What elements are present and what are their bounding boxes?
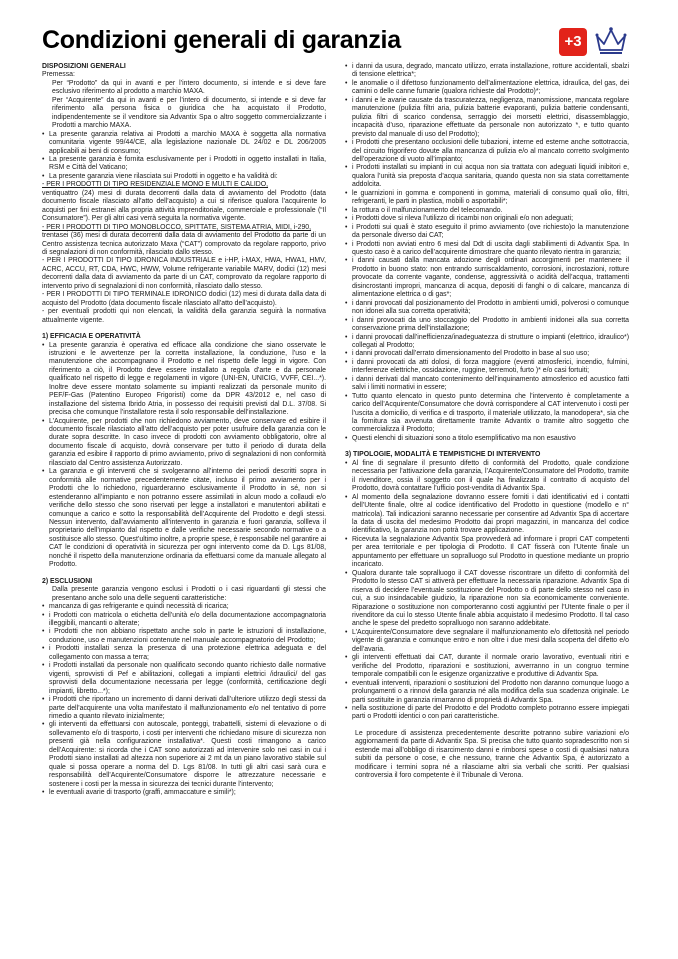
- spacer: [42, 325, 326, 333]
- spacer: [345, 722, 629, 730]
- bullet-item: • gli interventi da effettuarsi con autoscale, ponteggi, trabattelli, sistemi di elevazione o di sollevamento e/o di trasporto, i costi per interventi che richiedano misure di sicurezza non presenti già nella configurazione installativa*. Questi costi rimangono a carico dell’Acquirente: si ricorda che i CAT sono autorizzati ad intervenire solo nei casi in cui i Prodotti siano installati ad altezza non superiore ai 2 mt da un piano lavorativo stabile sul quale si possa operare a norma del D. Lgs 81/08. In tutti gli altri casi sarà cura e responsabilità dell’Acquirente/Consumatore disporre le attrezzature necessarie e sostenere i costi per la messa in sicurezza dei tecnici durante l’intervento;: [42, 721, 326, 789]
- bullet-item: • la rottura o il malfunzionamento del telecomando.: [345, 207, 629, 215]
- bullet-item: • Qualora durante tale sopralluogo il CAT dovesse riscontrare un difetto di conformità del Prodotto lo stesso CAT si attiverà per effettuare la necessaria riparazione. Advantix Spa di riserva di decidere l’eventuale sostituzione del Prodotto o di parte dello stesso nel caso in cui, a suo insindacabile giudizio, la riparazione non sia economicamente conveniente. Riparazione o sostituzione non comporteranno costi aggiuntivi per l’Utente finale o per il rivenditore da cui lo stesso Utente finale abbia acquistato il medesimo Prodotto. Il tal caso anche le spese del predetto sopralluogo non saranno addebitate.: [345, 570, 629, 629]
- section-heading: DISPOSIZIONI GENERALI: [42, 63, 126, 70]
- bullet-item: • i danni provocati dall’inefficienza/inadeguatezza di strutture o impianti (elettrico, idraulico*) collegati al Prodotto;: [345, 334, 629, 351]
- bullet-item: • i Prodotti installati da personale non qualificato secondo quanto richiesto dalle normative vigenti, sprovvisti di Pef e abilitazioni, collegati a impianti elettrici /idraulici/ del gas sprovvisti della documentazione necessaria per legge (conformità, certificazione degli impianti, libretto...*);: [42, 662, 326, 696]
- bullet-item: • L’Acquirente, per prodotti che non richiedono avviamento, deve conservare ed esibire il documento fiscale rilasciato all’atto dell’acquisto per poter usufruire della garanzia con le durate sopra descritte. In caso invece di prodotti con avviamento obbligatorio, oltre al documento fiscale di acquisto, dovrà conservare per tutto il periodo di durata della garanzia ed esibire il rapporto di primo avviamento, privo di segnalazioni di non conformità rilasciato dal Centro assistenza Autorizzato.: [42, 418, 326, 469]
- paragraph: trentasei (36) mesi di durata decorrenti dalla data di avviamento del Prodotto da parte di un Centro assistenza tecnica autorizzato Maxa (“CAT”) comprovato da regolare rapporto, privo di segnalazioni di non conformità, rilasciato dallo stesso.: [42, 232, 326, 256]
- bullet-item: • La presente garanzia è operativa ed efficace alla condizione che siano osservate le istruzioni e le avvertenze per la corretta installazione, la conduzione, l’uso e la manutenzione che accompagnano il Prodotto e nel rispetto delle leggi in vigore. Con riferimento a ciò, il Prodotto deve essere installato a regola d’arte e da personale qualificato nel rispetto di legge e regolamenti in vigore (UNI-EN, UNICIG, VVFF, CEI...*). Inoltre deve essere montato solamente su impianti realizzati da personale munito di PEF/F-Gas (Patentino Europeo Frigoristi) come da DPR 43/2012 e, nel caso di installazione del sistema Ibrido Atria, in possesso dei requisiti previsti dal D.L. 37/08. Si precisa che comunque l’installatore resta il solo responsabile dell’installazione.: [42, 342, 326, 418]
- bullet-item: • i Prodotti dove si rileva l’utilizzo di ricambi non originali e/o non adeguati;: [345, 215, 629, 223]
- bullet-item: • i danni e le avarie causate da trascuratezza, negligenza, manomissione, mancata regolare manutenzione (pulizia filtri aria, pulizia batterie evaporanti, pulizia batterie condensanti, pulizia filtri di scarico condensa, serraggio dei morsetti elettrici, disassemblaggio, incapacità d’uso, riparazione effettuate da personale non autorizzato *, e tutto quanto previsto dal manuale di uso del Prodotto);: [345, 97, 629, 139]
- bullet-item: • i Prodotti con matricola o etichetta dell’unità e/o della documentazione accompagnatoria illeggibili, mancanti o alterate;: [42, 612, 326, 629]
- bullet-item: • le guarnizioni in gomma e componenti in gomma, materiali di consumo quali olio, filtri, refrigeranti, le parti in plastica, mobili o asportabili*;: [345, 190, 629, 207]
- bullet-item: • Ricevuta la segnalazione Advantix Spa provvederà ad informare i propri CAT competenti per area territoriale e per tipologia di Prodotto. Il CAT fisserà con l’Utente finale un appuntamento per effettuare un sopralluogo sul Prodotto in questione mediante un proprio incaricato.: [345, 536, 629, 570]
- bullet-item: • i Prodotti sui quali è stato eseguito il primo avviamento (ove richiesto)o la manutenzione da personale diverso dai CAT;: [345, 224, 629, 241]
- bullet-item: • i danni provocati dal posizionamento del Prodotto in ambienti umidi, polverosi o comunque non idonei alla sua corretta operatività;: [345, 300, 629, 317]
- bullet-item: • L’Acquirente/Consumatore deve segnalare il malfunzionamento e/o difettosità nel periodo vigente di garanzia e comunque entro e non oltre i due mesi dalla scoperta del difetto e/o dell’avaria.: [345, 629, 629, 654]
- bullet-item: • i Prodotti che riportano un incremento di danni derivati dall’ulteriore utilizzo degli stessi da parte dell’acquirente una volta manifestato il malfunzionamento e/o nel tentativo di porre rimedio a quanto rilevato inizialmente;: [42, 696, 326, 721]
- bullet-item: • le anomalie o il difettoso funzionamento dell’alimentazione elettrica, idraulica, del gas, dei camini o delle canne fumarie (qualora richieste dal Prodotto)*;: [345, 80, 629, 97]
- underlined-item: - PER I PRODOTTI DI TIPO RESIDENZIALE MONO E MULTI E CALIDO,: [42, 181, 269, 189]
- bullet-item: • i danni provocati da atti dolosi, di forza maggiore (eventi atmosferici, incendio, fulmini, interferenze elettriche, ossidazione, ruggine, terremoti, furto )* e/o casi fortuiti;: [345, 359, 629, 376]
- paragraph: Le procedure di assistenza precedentemente descritte potranno subire variazioni e/o aggiornamenti da parte di Advantix Spa. Si precisa che tutto quanto sopradescritto non si estende mai all’obbligo di risarcimento danni e rimborsi spese o costi di qualsiasi natura subiti da persone o cose, e che nessuno, tranne che Advantix Spa, è autorizzato a modificare i termini sopra né a rilasciarne altri sia verbali che scritti. Per qualsiasi controversia il foro competente è il Tribunale di Verona.: [355, 729, 629, 780]
- paragraph: - PER I PRODOTTI DI TIPO TERMINALE IDRONICO dodici (12) mesi di durata dalla data di acquisto del Prodotto (data documento fiscale rilasciato all’atto dell’acquisto).: [42, 291, 326, 307]
- paragraph: - PER I PRODOTTI DI TIPO IDRONICA INDUSTRIALE e i-HP, i-MAX, HWA, HWA1, HMV, ACRC, ACCU, RT, CDA, HWC, HWW, Volume refrigerante variabile MARV, dodici (12) mesi decorrenti dalla data di avviamento da parte di un CAT, comprovato da regolare rapporto di intervento privo di segnalazioni di non conformità, rilasciato dallo stesso.: [42, 257, 326, 290]
- crown-logo-icon: [594, 24, 628, 58]
- bullet-item: • La presente garanzia relativa ai Prodotti a marchio MAXA è soggetta alla normativa comunitaria vigente 99/44/CE, alla legislazione nazionale DL 24/02 e DL 206/2005 applicabili ai beni di consumo;: [42, 131, 326, 156]
- paragraph: - per eventuali prodotti qui non elencati, la validità della garanzia seguirà la normativa attualmente vigente.: [42, 308, 326, 324]
- underlined-item: - PER I PRODOTTI DI TIPO MONOBLOCCO, SPITTATE, SISTEMA ATRIA, MIDI, i-290,: [42, 223, 312, 231]
- bullet-item: • i danni causati dalla mancata adozione degli ordinari accorgimenti per mantenere il Prodotto in buono stato: non entrando surriscaldamento, corrosioni, incrostazioni, rotture provocate da corrente vagante, condense, aggressività o acidità dell’acqua, trattamenti disincrostanti impropri, mancanza di acqua, depositi di fanghi o di calcare, mancanza di alimentazione elettrica o di gas*;: [345, 257, 629, 299]
- section-heading: 3) TIPOLOGIE, MODALITÀ E TEMPISTICHE DI INTERVENTO: [345, 451, 541, 459]
- paragraph: Per “Prodotto” da qui in avanti e per l’intero documento, si intende e si deve fare esclusivo riferimento al prodotto a marchio MAXA.: [52, 79, 326, 96]
- section-heading: 2) ESCLUSIONI: [42, 577, 93, 585]
- left-column: [42, 63, 326, 798]
- bullet-item: • i Prodotti non avviati entro 6 mesi dal Ddt di uscita dagli stabilimenti di Advantix Spa. In questo caso è a carico dell’acquirente dimostrare che quanto rilevato rientra in garanzia;: [345, 241, 629, 258]
- bullet-item: • Questi elenchi di situazioni sono a titolo esemplificativo ma non esaustivo: [345, 435, 629, 443]
- bullet-item: • i danni da usura, degrado, mancato utilizzo, errata installazione, rotture accidentali, sbalzi di tensione elettrica*;: [345, 63, 629, 80]
- bullet-item: • i Prodotti che non abbiano rispettato anche solo in parte le istruzioni di installazione, conduzione, uso e manutenzioni contenute nel manuale accompagnatorio del Prodotto;: [42, 628, 326, 645]
- bullet-item: • i danni derivati dal mancato contenimento dell’inquinamento atmosferico ed acustico fatti salvi i limiti normativi in essere;: [345, 376, 629, 393]
- bullet-item: • i danni provocati da uno stoccaggio del Prodotto in ambienti inidonei alla sua corretta conservazione prima dell’installazione;: [345, 317, 629, 334]
- bullet-item: • le eventuali avarie di trasporto (graffi, ammaccature e simili*);: [42, 789, 326, 797]
- spacer: [42, 570, 326, 578]
- bullet-item: • Al fine di segnalare il presunto difetto di conformità del Prodotto, quale condizione necessaria per l’attivazione della garanzia, l’Acquirente/Consumatore del Prodotto, tramite il rivenditore, ossia il soggetto con il quale ha finalizzato il contratto di acquisto del Prodotto, dovrà contattare l’ufficio post-vendita di Advantix Spa.: [345, 460, 629, 494]
- bullet-item: • eventuali interventi, riparazioni o sostituzioni del Prodotto non daranno comunque luogo a prolungamenti o a rinnovi della garanzia né alla modifica della sua scadenza originale. Le parti sostituite in garanzia rimarranno di proprietà di Advantix Spa.: [345, 680, 629, 705]
- paragraph: ventiquattro (24) mesi di durata decorrenti dalla data di avviamento del Prodotto (data documento fiscale rilasciato all’atto dell’acquisto) a cui si riferisce qualora l’acquirente lo acquisti per fini estranei alla propria attività imprenditoriale, commerciale e professionale (“Il Consumatore”). Per gli altri casi verrà seguita la normativa vigente.: [42, 189, 326, 223]
- bullet-item: • Al momento della segnalazione dovranno essere forniti i dati identificativi ed i contatti dell’Utente finale, oltre al codice identificativo del Prodotto in questione (modello e n° matricola). Tali indicazioni saranno necessarie per consentire ad Advantix Spa di accertare la data di uscita del medesimo Prodotto dai propri magazzini, in mancanza del codice identificativo, la garanzia non potrà trovare applicazione.: [345, 494, 629, 536]
- section-heading: 1) EFFICACIA E OPERATIVITÀ: [42, 333, 141, 341]
- bullet-item: • La garanzia e gli interventi che si svolgeranno all’interno dei periodi descritti sopra in conformità alle normative precedentemente citate, incluso il primo avviamento per i Prodotti che lo richiedono, riguarderanno esclusivamente il Prodotto in sé, non si estenderanno all’impianto e non potranno essere assimilati in alcun modo a collaudi e/o verifiche dello stesso che sono riservati per legge a installatori e manutentori abilitati e comunque a carico e sotto la responsabilità dell’Acquirente del Prodotto e degli stessi. Nessun intervento, dall’avviamento all’intervento in garanzia e fuori garanzia, sollleva il proprietario dell’impianto dal rispetto e dalle verifiche necessarie secondo normative o a sostituisce allo stesso. Quest’ultimo inoltre, a proprie spese, è responsabile nel garantire ai CAT le condizioni di operatività in sicurezza per ogni intervento come da D. Lgs 81/08, nonché il rispetto della manutenzione ordinaria da effettuarsi come da manuale allegato al Prodotto.: [42, 468, 326, 569]
- bullet-item: • La presente garanzia è fornita esclusivamente per i Prodotti in oggetto installati in Italia, RSM e Città del Vaticano;: [42, 156, 326, 173]
- bullet-item: • gli interventi effettuati dai CAT, durante il normale orario lavorativo, eventuali ritiri e verifiche del Prodotto, riparazioni e sostituzioni, avverranno in un congruo termine temporale compatibili con le esigenze organizzative e produttive di Advantix Spa.: [345, 654, 629, 679]
- right-column: [345, 63, 629, 781]
- bullet-item: • nella sostituzione di parte del Prodotto e del Prodotto completo potranno essere impiegati parti o Prodotti identici o con pari caratteristiche.: [345, 705, 629, 722]
- paragraph: Dalla presente garanzia vengono esclusi i Prodotti o i casi riguardanti gli stessi che presentano anche solo una delle seguenti caratteristiche:: [52, 586, 326, 602]
- bullet-item: • mancanza di gas refrigerante e quindi necessità di ricarica;: [42, 603, 326, 611]
- bullet-item: • i danni provocati dall’errato dimensionamento del Prodotto in base al suo uso;: [345, 350, 629, 358]
- paragraph: Per “Acquirente” da qui in avanti e per l’intero di documento, si intende e si deve far riferimento alla persona fisica o giuridica che ha acquistato il Prodotto, indipendentemente se il venditore sia Advantix Spa o altro soggetto commercializzante i Prodotti a marchio MAXA.: [52, 96, 326, 130]
- bullet-item: • i Prodotti che presentano occlusioni delle tubazioni, interne ed esterne anche sottotraccia, del circuito frigorifero dovute alla mancanza di pulizia e/o al mancato corretto svolgimento dell’operazione di vuoto all’impianto;: [345, 139, 629, 164]
- bullet-item: • i Prodotti installati su impianti in cui acqua non sia trattata con adeguati liquidi inibitori e, qualora l’unità sia preposta d’acqua sanitaria, quando questa non sia stata correttamente addolcita.: [345, 164, 629, 189]
- page-title: Condizioni generali di garanzia: [42, 26, 401, 54]
- bullet-item: • i Prodotti installati senza la presenza di una protezione elettrica adeguata e del collegamento con massa a terra;: [42, 645, 326, 662]
- paragraph: Premessa:: [42, 71, 75, 79]
- bullet-item: • Tutto quanto elencato in questo punto determina che l’intervento è completamente a carico dell’Acquirente/Consumatore che dovrà corrispondere al CAT intervenuto i costi per l’uscita a domicilio, di verifica e di trasporto, il materiale utilizzato, la manodopera*, sia che la fornitura sia avvenuta direttamente tramite Advantix o tramite altro soggetto che commercializza il Prodotto;: [345, 393, 629, 435]
- bullet-item: • La presente garanzia viene rilasciata sui Prodotti in oggetto e ha validità di:: [42, 173, 326, 181]
- brand-badge: +3: [559, 28, 587, 56]
